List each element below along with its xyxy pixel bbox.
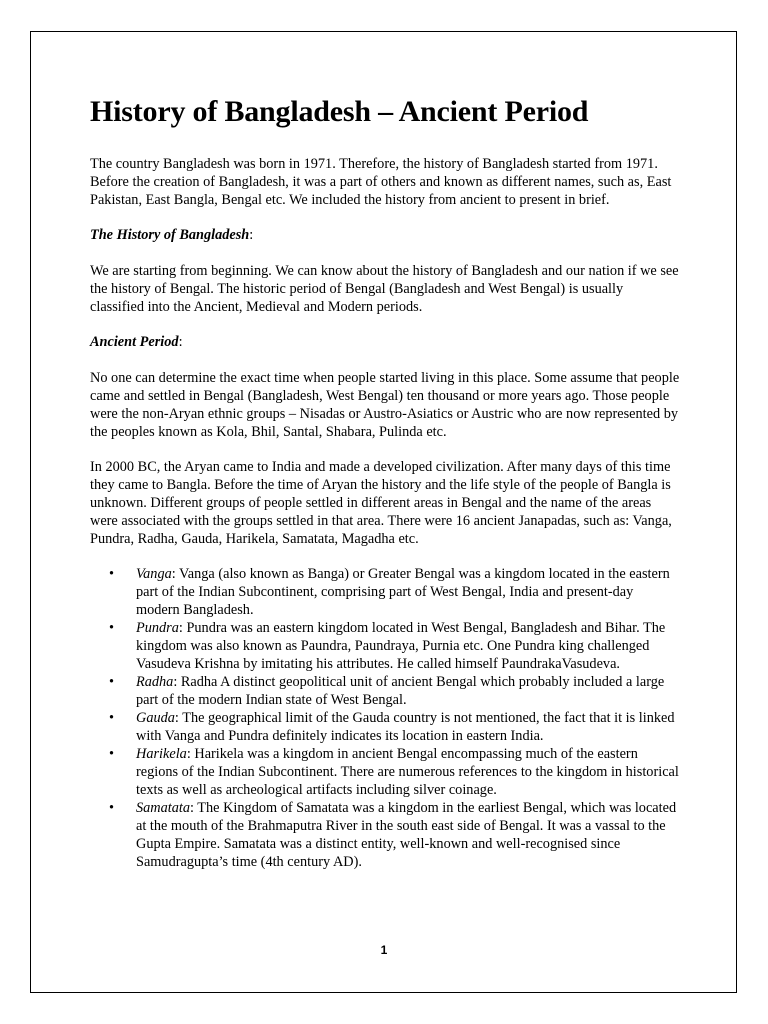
bullet-icon: • (109, 620, 115, 636)
section-heading-ancient-text: Ancient Period (90, 334, 179, 350)
section-heading-ancient (90, 333, 680, 351)
list-item-samatata (109, 799, 680, 871)
page-number: 1 (380, 943, 388, 957)
list-item-term: Samatata (136, 800, 191, 816)
ancient-paragraph-1: No one can determine the exact time when people started living in this place. Some assume that people came and settled in Bengal (Bangladesh, West Bengal) ten thousand or more years ago. Those people were the non-Aryan ethnic groups – Nisadas or Austro-Asiatics or Austric who are now represented by the peoples known as Kola, Bhil, Santal, Shabara, Pulinda etc. (90, 370, 680, 440)
list-item-text: : The geographical limit of the Gauda country is not mentioned, the fact that it is linked with Vanga and Pundra definitely indicates its location in eastern India. (136, 710, 675, 744)
list-item-term: Gauda (136, 710, 175, 726)
list-item-term: Radha (136, 674, 174, 690)
bullet-icon: • (109, 710, 115, 726)
list-item-text: : Harikela was a kingdom in ancient Bengal encompassing much of the eastern regions of the Indian Subcontinent. There are numerous references to the kingdom in historical texts as well as archeological artifacts including silver coinage. (136, 746, 679, 798)
bullet-icon: • (109, 674, 115, 690)
list-item-text: : The Kingdom of Samatata was a kingdom in the earliest Bengal, which was located at the mouth of the Brahmaputra River in the south east side of Bengal. It was a vassal to the Gupta Empire. Samatata was a distinct entity, well-known and well-recognised since Samudragupta’s time (4th century AD). (136, 800, 677, 870)
intro-paragraph: The country Bangladesh was born in 1971. Therefore, the history of Bangladesh started from 1971. Before the creation of Bangladesh, it was a part of others and known as different names, such as, East Pakistan, East Bangla, Bengal etc. We included the history from ancient to present in brief. (90, 156, 672, 208)
document-title: History of Bangladesh – Ancient Period (90, 95, 589, 128)
janapadas-list (90, 565, 680, 871)
list-item-text: : Radha A distinct geopolitical unit of ancient Bengal which probably included a large part of the modern Indian state of West Bengal. (136, 674, 665, 708)
bullet-icon: • (109, 800, 115, 816)
section-heading-history-colon: : (249, 227, 254, 243)
section-heading-ancient-colon: : (178, 334, 183, 350)
history-paragraph: We are starting from beginning. We can know about the history of Bangladesh and our nation if we see the history of Bengal. The historic period of Bengal (Bangladesh and West Bengal) is usually classified into the Ancient, Medieval and Modern periods. (90, 263, 679, 315)
list-item-term: Vanga (136, 566, 172, 582)
list-item-pundra (109, 619, 680, 673)
list-item-radha (109, 673, 680, 709)
bullet-icon: • (109, 746, 115, 762)
list-item-harikela (109, 745, 680, 799)
list-item-text: : Pundra was an eastern kingdom located in West Bengal, Bangladesh and Bihar. The kingdom was also known as Paundra, Paundraya, Purnia etc. One Pundra king challenged Vasudeva Krishna by imitating his attributes. He called himself PaundrakaVasudeva. (136, 620, 666, 672)
section-heading-history-text: The History of Bangladesh (90, 227, 250, 243)
document-content (90, 92, 680, 871)
bullet-icon: • (109, 566, 115, 582)
list-item-term: Harikela (136, 746, 187, 762)
list-item-gauda (109, 709, 680, 745)
ancient-paragraph-2: In 2000 BC, the Aryan came to India and made a developed civilization. After many days of this time they came to Bangla. Before the time of Aryan the history and the life style of the people of Bangla is unknown. Different groups of people settled in different areas in Bengal and the name of the areas were associated with the groups settled in that area. There were 16 ancient Janapadas, such as: Vanga, Pundra, Radha, Gauda, Harikela, Samatata, Magadha etc. (90, 459, 672, 547)
list-item-vanga (109, 565, 680, 619)
list-item-term: Pundra (136, 620, 179, 636)
list-item-text: : Vanga (also known as Banga) or Greater Bengal was a kingdom located in the eastern part of the Indian Subcontinent, comprising part of West Bengal, India and present-day modern Bangladesh. (136, 566, 670, 618)
section-heading-history (90, 226, 680, 244)
